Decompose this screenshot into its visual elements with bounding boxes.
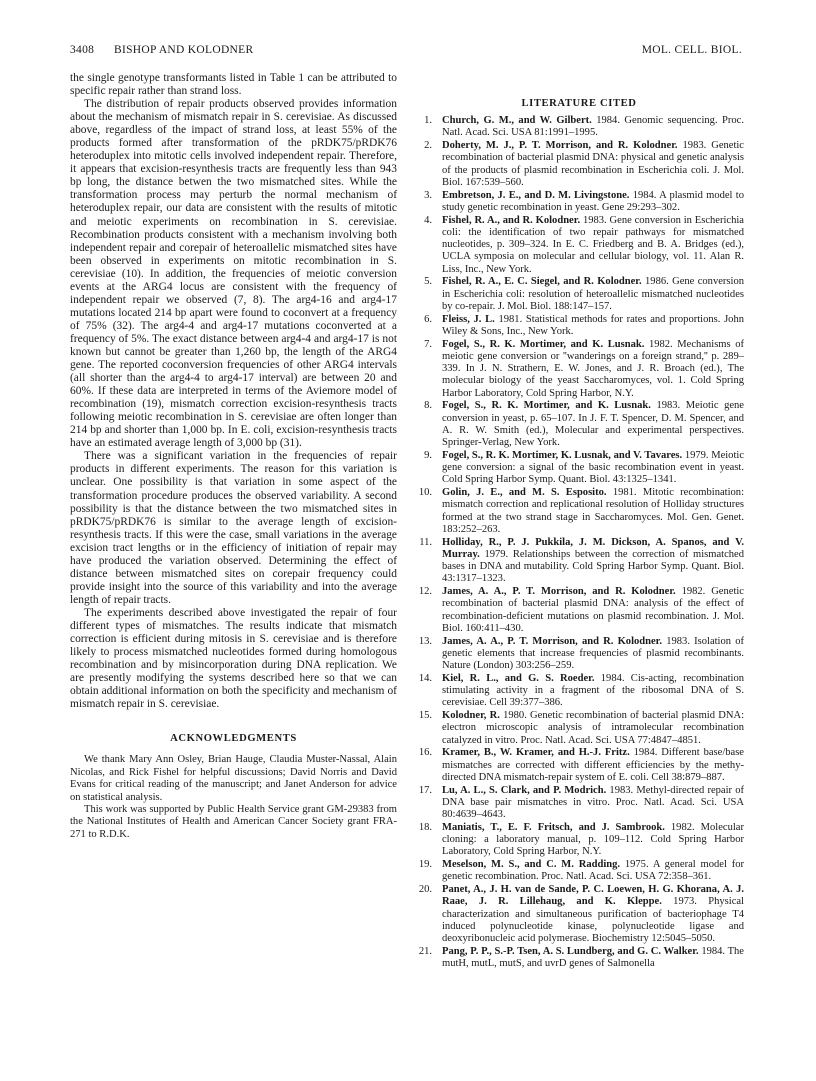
reference-authors: Lu, A. L., S. Clark, and P. Modrich.	[442, 784, 607, 796]
reference-item	[414, 276, 744, 313]
reference-number: 18.	[418, 821, 432, 833]
body-paragraph: the single genotype transformants listed in Table 1 can be attributed to specific repair rather than strand loss.	[70, 72, 397, 98]
reference-item	[414, 115, 744, 140]
reference-item	[414, 586, 744, 635]
reference-number: 7.	[424, 338, 432, 350]
reference-number: 10.	[418, 487, 432, 498]
reference-number: 5.	[424, 276, 432, 288]
acknowledgments-heading: ACKNOWLEDGMENTS	[170, 733, 297, 745]
reference-text: 1984. A plasmid model to study genetic recombination in yeast. Gene 29:293–302.	[442, 189, 744, 213]
reference-text: 1983. Genetic recombination of bacterial plasmid DNA: physical and genetic analysis of the products of plasmid recombination in Escherichia coli. J. Mol. Biol. 167:539–560.	[442, 140, 744, 188]
reference-item	[414, 859, 744, 884]
reference-authors: Fishel, R. A., and R. Kolodner.	[442, 214, 581, 226]
reference-text: 1980. Genetic recombination of bacterial plasmid DNA: electron microscopic analysis of intramolecular recombination catalyzed in vitro. Proc. Natl. Acad. Sci. USA 77:4847–4851.	[442, 710, 744, 746]
reference-text: 1984. Genomic sequencing. Proc. Natl. Acad. Sci. USA 81:1991–1995.	[442, 115, 744, 139]
reference-authors: Pang, P. P., S.-P. Tsen, A. S. Lundberg, and G. C. Walker.	[442, 945, 699, 957]
reference-item	[414, 636, 744, 673]
reference-item	[414, 215, 744, 276]
reference-item	[414, 747, 744, 784]
reference-number: 9.	[424, 449, 432, 461]
reference-text: 1986. Gene conversion in Escherichia coli: resolution of heteroallelic mismatched nucleotides by co-repair. J. Mol. Biol. 188:147–157.	[442, 276, 744, 312]
reference-item	[414, 822, 744, 859]
journal-name: MOL. CELL. BIOL.	[641, 44, 742, 56]
reference-text: 1975. A general model for genetic recombination. Proc. Natl. Acad. Sci. USA 72:358–361.	[442, 859, 745, 883]
reference-item	[414, 140, 744, 189]
reference-text: 1973. Physical characterization and simultaneous purification of bacteriophage T4 induced polynucleotide kinase, polynucleotide ligase and deoxyribonucleic acid polymerase. Biochemistry 12:5045–5050.	[442, 896, 744, 944]
right-column	[414, 72, 744, 971]
reference-text: 1983. Methyl-directed repair of DNA base pair mismatches in vitro. Proc. Natl. Acad. Sci. USA 80:4639–4643.	[442, 784, 744, 820]
reference-number: 8.	[424, 400, 432, 412]
reference-authors: Kramer, B., W. Kramer, and H.-J. Fritz.	[442, 747, 630, 759]
reference-text: 1979. Relationships between the correction of mismatched bases in DNA and mutability. Cold Spring Harbor Symp. Quant. Biol. 43:1317–1323.	[442, 548, 744, 585]
reference-text: 1984. The mutH, mutL, mutS, and uvrD genes of Salmonella	[442, 945, 744, 969]
reference-text: 1982. Molecular cloning: a laboratory manual, p. 109–112. Cold Spring Harbor Laboratory, Cold Spring Harbor, N.Y.	[442, 821, 744, 858]
body-paragraph: The experiments described above investigated the repair of four different types of mismatches. The results indicate that mismatch correction is efficient during mitosis in S. cerevisiae and is therefore likely to process mismatched nucleotides formed during homologous recombination and by misincorporation during DNA replication. We are presently modifying the systems described here so that we can obtain additional information on both the specificity and mechanism of mismatch repair in S. cerevisiae.	[70, 606, 397, 711]
reference-item	[414, 400, 744, 449]
left-column	[70, 72, 397, 841]
reference-number: 4.	[424, 214, 432, 226]
reference-text: 1981. Mitotic recombination: mismatch correction and replicational resolution of Holliday structures formed at the two strand stage in Saccharomyces. Mol. Gen. Genet. 183:252–263.	[442, 487, 745, 535]
reference-authors: Holliday, R., P. J. Pukkila, J. M. Dickson, A. Spanos, and V. Murray.	[442, 536, 744, 560]
page-number: 3408	[70, 44, 95, 56]
reference-authors: Embretson, J. E., and D. M. Livingstone.	[442, 189, 630, 201]
reference-item	[414, 710, 744, 747]
reference-number: 16.	[418, 747, 432, 759]
reference-authors: Maniatis, T., E. F. Fritsch, and J. Sambrook.	[442, 821, 665, 833]
reference-text: 1979. Meiotic gene conversion: a signal of the basic recombination event in yeast. Cold Spring Harbor Symp. Quant. Biol. 43:1325–1341.	[442, 449, 744, 486]
reference-item	[414, 190, 744, 215]
acknowledgments-paragraph: We thank Mary Ann Osley, Brian Hauge, Claudia Muster-Nassal, Alain Nicolas, and Rick Fishel for helpful discussions; David Norris and David Evans for critical reading of the manuscript; and Janet Anderson for advice on statistical analysis.	[70, 754, 397, 803]
reference-number: 14.	[418, 672, 432, 684]
reference-authors: Panet, A., J. H. van de Sande, P. C. Loewen, H. G. Khorana, A. J. Raae, J. R. Lillehaug, and K. Kleppe.	[442, 884, 744, 908]
running-authors: BISHOP AND KOLODNER	[114, 44, 254, 56]
reference-number: 3.	[424, 189, 432, 201]
reference-authors: Church, G. M., and W. Gilbert.	[442, 115, 592, 126]
reference-item	[414, 537, 744, 586]
reference-item	[414, 673, 744, 710]
reference-item	[414, 487, 744, 536]
reference-authors: Golin, J. E., and M. S. Esposito.	[442, 487, 607, 498]
reference-authors: Doherty, M. J., P. T. Morrison, and R. Kolodner.	[442, 140, 678, 151]
acknowledgments-paragraph: This work was supported by Public Health Service grant GM-29383 from the National Institutes of Health and American Cancer Society grant FRA-271 to R.D.K.	[70, 803, 397, 840]
reference-authors: Fleiss, J. L.	[442, 313, 495, 325]
reference-item	[414, 785, 744, 822]
reference-item	[414, 339, 744, 400]
reference-authors: Fogel, S., R. K. Mortimer, and K. Lusnak.	[442, 338, 645, 350]
reference-authors: Fishel, R. A., E. C. Siegel, and R. Kolodner.	[442, 276, 642, 288]
reference-authors: Meselson, M. S., and C. M. Radding.	[442, 859, 621, 870]
body-paragraph: There was a significant variation in the frequencies of repair products in different experiments. The reason for this variation is unclear. One possibility is that variation in some aspect of the transformation procedure produces the observed variability. A second possibility is that the distance between the two mismatched sites in pRDK75/pRDK76 is similar to the average length of excision-resynthesis tracts. If this were the case, small variations in the average excision tract lengths or in the efficiency of initiation of repair may have produced the variation observed. Determining the effect of distance between mismatched sites on corepair frequency could provide insight into the source of this variability and into the average length of repair tracts.	[70, 450, 397, 606]
reference-number: 1.	[424, 115, 432, 126]
reference-text: 1984. Different base/base mismatches are corrected with different efficiencies by the methy-directed DNA mismatch-repair system of E. coli. Cell 38:879–887.	[442, 747, 744, 783]
reference-item	[414, 450, 744, 487]
reference-authors: James, A. A., P. T. Morrison, and R. Kolodner.	[442, 635, 663, 647]
reference-authors: Fogel, S., R. K. Mortimer, K. Lusnak, and V. Tavares.	[442, 449, 683, 461]
reference-authors: Kiel, R. L., and G. S. Roeder.	[442, 672, 595, 684]
body-paragraph: The distribution of repair products observed provides information about the mechanism of mismatch repair in S. cerevisiae. As discussed above, regardless of the impact of strand loss, at least 55% of the products formed after transformation of the pRDK75/pRDK76 heteroduplex into mitotic cells involved independent repair. Therefore, it appears that excision-resynthesis tracts are frequently less than 943 bp long, the distance betwen the two mismatched sites. While the transformation process may perturb the normal mechanism of heteroduplex repair, our data are consistent with the results of mitotic and meiotic experiments on recombination in S. cerevisiae. Recombination products consistent with a mechanism involving both independent repair and corepair of heteroallelic mismatched sites have been observed in experiments on mitotic recombination in S. cerevisiae (10). In addition, the frequencies of meiotic conversion events at the ARG4 locus are consistent with the frequency of independent repair we observed (7, 8). The arg4-16 and arg4-17 mutations located 214 bp apart were found to coconvert at a frequency of 75% (32). The arg4-4 and arg4-17 mutations coconverted at a frequency of 5%. The exact distance between arg4-4 and arg4-17 is not known but cannot be greater than 1,260 bp, the length of the ARG4 gene. The reported coconversion frequencies of other ARG4 intervals (all shorter than the arg4-4 to arg4-17 interval) are between 20 and 60%. If these data are interpreted in terms of the Aviemore model of recombination (19), mismatch correction excision-resynthesis tracts following meiotic recombination in S. cerevisiae are often longer than 214 bp and shorter than 1,000 bp. In E. coli, excision-resynthesis tracts have an estimated average length of 3,000 bp (31).	[70, 98, 397, 450]
reference-text: 1983. Isolation of genetic elements that increase frequencies of plasmid recombinants. Nature (London) 303:256–259.	[442, 635, 744, 671]
reference-number: 17.	[418, 784, 432, 796]
reference-number: 15.	[418, 710, 432, 721]
reference-list	[414, 115, 744, 970]
reference-text: 1981. Statistical methods for rates and proportions. John Wiley & Sons, Inc., New York.	[442, 313, 744, 337]
reference-number: 19.	[418, 859, 432, 870]
reference-number: 2.	[424, 140, 432, 151]
reference-authors: Kolodner, R.	[442, 710, 500, 721]
reference-text: 1983. Gene conversion in Escherichia coli: the identification of two repair pathways for mismatched nucleotides, p. 309–324. In E. C. Friedberg and B. A. Bridges (ed.), UCLA symposia on molecular and cellular biology, vol. 11. Alan R. Liss, Inc., New York.	[442, 214, 744, 275]
reference-item	[414, 946, 744, 971]
reference-item	[414, 884, 744, 945]
page-header	[70, 44, 742, 60]
reference-authors: Fogel, S., R. K. Mortimer, and K. Lusnak.	[442, 400, 651, 412]
reference-authors: James, A. A., P. T. Morrison, and R. Kolodner.	[442, 586, 676, 597]
reference-number: 11.	[419, 536, 432, 548]
reference-number: 12.	[418, 586, 432, 597]
reference-number: 13.	[418, 635, 432, 647]
literature-heading: LITERATURE CITED	[521, 98, 637, 109]
reference-number: 21.	[418, 945, 432, 957]
reference-text: 1982. Mechanisms of meiotic gene conversion or ''wanderings on a foreign strand,'' p. 289–339. In J. N. Strathern, E. W. Jones, and J. R. Broach (ed.), The molecular biology of the yeast Saccharomyces, vol. 1. Cold Spring Harbor Laboratory, Cold Spring Harbor, N.Y.	[442, 338, 744, 399]
reference-number: 20.	[418, 884, 432, 895]
reference-text: 1983. Meiotic gene conversion in yeast, p. 65–107. In J. F. T. Spencer, D. M. Spencer, and A. R. W. Smith (ed.), Molecular and experimental perspectives. Springer-Verlag, New York.	[442, 400, 744, 448]
reference-number: 6.	[424, 313, 432, 325]
reference-text: 1982. Genetic recombination of bacterial plasmid DNA: analysis of the effect of recombination-deficient mutations on plasmid recombination. J. Mol. Biol. 160:411–430.	[442, 586, 744, 634]
reference-text: 1984. Cis-acting, recombination stimulating activity in a fragment of the ribosomal DNA of S. cerevisiae. Cell 39:377–386.	[442, 672, 744, 709]
reference-item	[414, 314, 744, 339]
